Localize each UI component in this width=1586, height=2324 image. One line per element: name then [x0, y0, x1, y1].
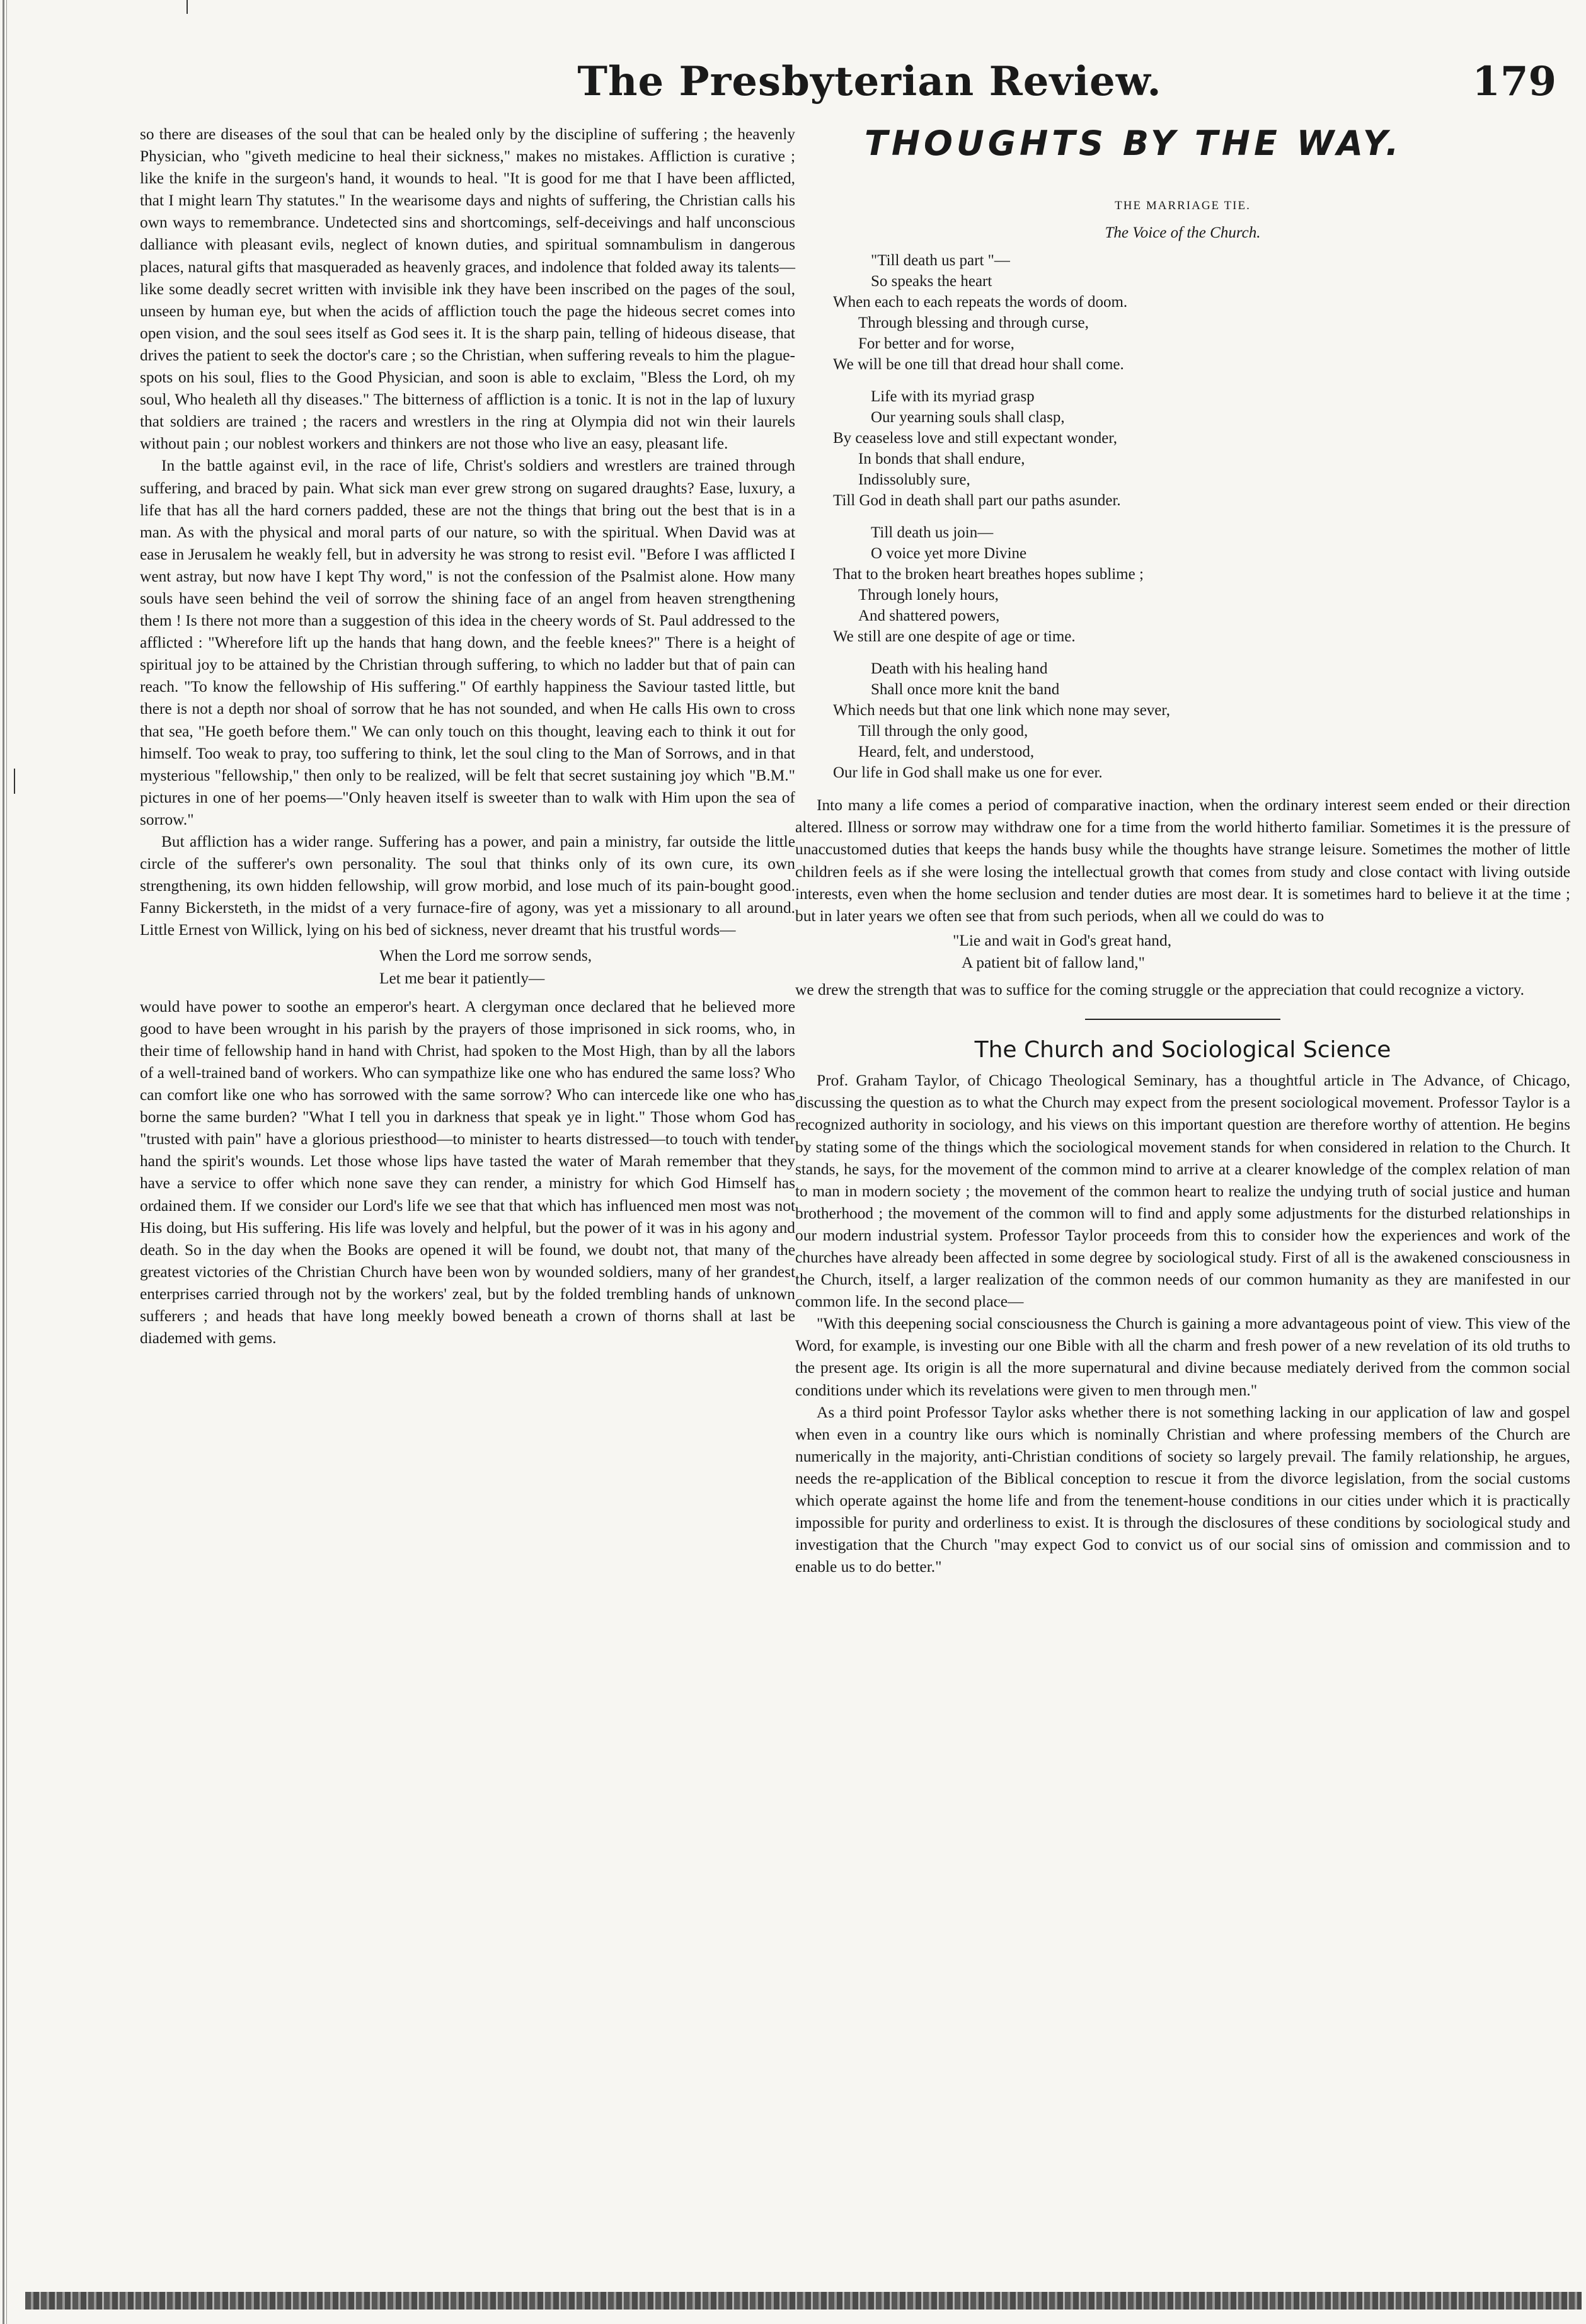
poem-line: Death with his healing hand	[871, 660, 1048, 678]
page-header	[126, 58, 1556, 115]
poem-line: For better and for worse,	[858, 335, 1014, 353]
page-number: 179	[1472, 58, 1556, 105]
poem-line: Till God in death shall part our paths asunder.	[833, 492, 1121, 510]
poem-line: Our life in God shall make us one for ever.	[833, 764, 1103, 782]
paragraph: Into many a life comes a period of comparative inaction, when the ordinary interest seem ended or their direction altered. Illness or sorrow may withdraw one for a time from the world hitherto familiar. Sometimes it is the pressure of unaccustomed duties that keeps the hands busy while the thoughts have strange leisure. Sometimes the mother of little children feels as if she were losing the intellectual growth that comes from study and close contact with living outside interests, even when the home seclusion and tender duties are most dear. It is sometimes hard to believe it at the time ; but in later years we often see that from such periods, when all we could do was to	[795, 796, 1570, 925]
poem-line: We will be one till that dread hour shall come.	[833, 356, 1124, 374]
poem	[795, 250, 1570, 783]
poem-line: Till through the only good,	[858, 723, 1028, 740]
scan-edge-band	[25, 2292, 1582, 2310]
poem-stanza	[833, 522, 1570, 647]
section-divider	[1085, 1019, 1280, 1020]
poem-line: So speaks the heart	[871, 273, 992, 290]
poem-subtitle: The Voice of the Church.	[1105, 224, 1261, 242]
poem-line: And shattered powers,	[858, 607, 1000, 625]
paragraph: would have power to soothe an emperor's heart. A clergyman once declared that he believed more good to have been wrought in his parish by the prayers of those imprisoned in sick rooms, who, in their time of fellowship hand in hand with Christ, had spoken to the Most High, than by all the labors of a well-trained band of workers. Who can sympathize like one who has endured the same loss? Who can comfort like one who has sorrowed with the same sorrow? Who can intercede like one who has borne the same burden? "What I tell you in darkness that speak ye in light." Those whom God has "trusted with pain" have a glorious priesthood—to minister to hearts distressed—to touch with tender hand the spirit's wounds. Let those whose lips have tasted the water of Marah remember that they have a service to offer which none save they can render, a ministry for which God Himself has ordained them. If we consider our Lord's life we see that that which has influenced men most was not His doing, but His suffering. His life was lovely and helpful, but the power of it was in his agony and death. So in the day when the Books are opened it will be found, we doubt not, that many of the greatest victories of the Christian Church have been won by wounded soldiers, many of her grandest enterprises carried through not by the workers' zeal, but by the folded trembling hands of unknown sufferers ; and heads that have long meekly bowed beneath a crown of thorns shall at last be diademed with gems.	[140, 997, 795, 1348]
poem-line: Life with its myriad grasp	[871, 388, 1035, 406]
poem-line: In bonds that shall endure,	[858, 450, 1025, 468]
poem-line: We still are one despite of age or time.	[833, 628, 1076, 646]
poem-line: Heard, felt, and understood,	[858, 743, 1035, 761]
paragraph: As a third point Professor Taylor asks whether there is not something lacking in our application of law and gospel when even in a country like ours which is nominally Christian and where professing members of the Church are numerically in the majority, anti-Christian conditions of society so largely prevail. The family relationship, he argues, needs the re-application of the Biblical conception to rescue it from the divorce legislation, from the social customs which operate against the home life and from the tenement-house conditions in our cities under which it is practically impossible for purity and orderliness to exist. It is through the disclosures of these conditions by sociological study and investigation that the Church "may expect God to convict us of our social sins of omission and commission and to enable us to do better."	[795, 1403, 1570, 1576]
poem-line: When each to each repeats the words of doom.	[833, 294, 1128, 311]
scan-mark	[187, 0, 188, 14]
paragraph: we drew the strength that was to suffice for the coming struggle or the appreciation that could recognize a victory.	[795, 981, 1524, 999]
section-title: THOUGHTS BY THE WAY.	[865, 123, 1403, 163]
inline-verse	[140, 945, 795, 989]
paragraph: In the battle against evil, in the race of life, Christ's soldiers and wrestlers are trained through suffering, and braced by pain. What sick man ever grew strong on sugared draughts? Ease, luxury, a life that has all the hard corners padded, these are not the things that bring out the best that is in a man. As with the physical and moral parts of our nature, so with the spiritual. When David was at ease in Jerusalem he weakly fell, but in adversity he was strong to resist evil. "Before I was afflicted I went astray, but now have I kept Thy word," is not the confession of the Psalmist alone. How many souls have seen behind the veil of sorrow the shining face of an angel from heaven strengthening them ! Is there not more than a suggestion of this idea in the cheery words of St. Paul addressed to the afflicted : "Wherefore lift up the hands that hang down, and the feeble knees?" There is a height of spiritual joy to be attained by the Christian through suffering, to which no ladder but that of pain can reach. "To know the fellowship of His suffering." Of earthly happiness the Saviour tasted little, but there is not a depth nor shoal of sorrow that he has not sounded, and when He calls His own to cross that sea, "He goeth before them." We can only touch on this thought, leaving each to think it out for himself. Too weak to pray, too suffering to think, let the soul cling to the Man of Sorrows, and in that mysterious "fellowship," then only to be realized, will be felt that secret sustaining joy which "B.M." pictures in one of her poems—"Only heaven itself is sweeter than to walk with Him upon the sea of sorrow."	[140, 457, 795, 828]
paragraph: Prof. Graham Taylor, of Chicago Theological Seminary, has a thoughtful article in The Advance, of Chicago, discussing the question as to what the Church may expect from the present sociological movement. Professor Taylor is a recognized authority in sociology, and his views on this important question are therefore worthy of attention. He begins by stating some of the things which the sociological movement stands for when considered in relation to the Church. It stands, he says, for the movement of the common mind to arrive at a clearer knowledge of the complex relation of man to man in modern society ; the movement of the common heart to realize the undying truth of social justice and human brotherhood ; the movement of the common will to find and apply some adjustments for the disturbed relationships in our modern industrial system. Professor Taylor proceeds from this to consider how the experiences and work of the churches have already been affected in some degree by sociological study. First of all is the awakened consciousness in the Church, itself, a larger realization of the common needs of our common humanity as they are manifested in our common life. In the second place—	[795, 1072, 1570, 1311]
article-title: The Church and Sociological Science	[974, 1037, 1391, 1063]
poem-line: O voice yet more Divine	[871, 545, 1027, 563]
paragraph: But affliction has a wider range. Suffering has a power, and pain a ministry, far outside the little circle of the sufferer's own personality. The soul that thinks only of its own cure, its own strengthening, its own hidden fellowship, will grow morbid, and lose much of its pain-bought good. Fanny Bickersteth, in the midst of a very furnace-fire of agony, was yet a missionary to all around. Little Ernest von Willick, lying on his bed of sickness, never dreamt that his trustful words—	[140, 833, 795, 939]
poem-line: Indissolubly sure,	[858, 471, 970, 489]
poem-line: Which needs but that one link which none may sever,	[833, 702, 1170, 719]
poem-line: By ceaseless love and still expectant wonder,	[833, 430, 1117, 447]
verse-line: When the Lord me sorrow sends,	[379, 947, 592, 965]
poem-stanza	[833, 658, 1570, 783]
verse-line: "Lie and wait in God's great hand,	[953, 931, 1172, 949]
right-column	[795, 123, 1570, 1578]
verse-line: Let me bear it patiently—	[379, 969, 545, 987]
left-column	[140, 123, 795, 1349]
poem-line: Through blessing and through curse,	[858, 314, 1089, 332]
quoted-paragraph: "With this deepening social consciousness the Church is gaining a more advantageous point of view. This view of the Word, for example, is investing our one Bible with all the charm and fresh power of a new revelation of its old truths to the present age. Its origin is all the more supernatural and divine because mediately derived from the common social conditions under which its revelations were given to men through men."	[795, 1315, 1570, 1399]
poem-stanza	[833, 250, 1570, 375]
poem-line: That to the broken heart breathes hopes sublime ;	[833, 566, 1144, 583]
scan-mark	[14, 769, 15, 794]
journal-title: The Presbyterian Review.	[577, 58, 1162, 105]
poem-line: Till death us join—	[871, 524, 994, 542]
poem-line: Through lonely hours,	[858, 587, 999, 604]
poem-line: "Till death us part "—	[871, 252, 1010, 270]
poem-line: Our yearning souls shall clasp,	[871, 409, 1065, 426]
poem-title: THE MARRIAGE TIE.	[1115, 199, 1251, 213]
verse-line: A patient bit of fallow land,"	[962, 953, 1146, 971]
binding-edge	[3, 0, 9, 2324]
poem-line: Shall once more knit the band	[871, 681, 1060, 699]
paragraph: so there are diseases of the soul that can be healed only by the discipline of suffering ; the heavenly Physician, who "giveth medicine to heal their sickness," makes no mistakes. Affliction is curative ; like the knife in the surgeon's hand, it wounds to heal. "It is good for me that I have been afflicted, that I might learn Thy statutes." In the wearisome days and nights of suffering, the Christian calls his own ways to remembrance. Undetected sins and shortcomings, self-deceivings and half unconscious dalliance with pleasant evils, neglect of known duties, and spiritual somnambulism in dangerous places, natural gifts that masqueraded as heavenly graces, and indolence that folded away its talents—like some deadly secret written with invisible ink they have been inscribed on the pages of the soul, unseen by human eye, but when the acids of affliction touch the page the hideous secret comes into open vision, and the soul sees itself as God sees it. It is the sharp pain, telling of hideous disease, that drives the patient to seek the doctor's care ; so the Christian, when suffering reveals to him the plague-spots on his soul, flies to the Good Physician, and soon is able to exclaim, "Bless the Lord, oh my soul, Who healeth all thy diseases." The bitterness of affliction is a tonic. It is not in the lap of luxury that soldiers are trained ; the racers and wrestlers in the ring at Olympia did not win their laurels without pain ; our noblest workers and thinkers are not those who live an easy, pleasant life.	[140, 125, 795, 453]
inline-verse	[795, 930, 1570, 974]
poem-stanza	[833, 386, 1570, 511]
